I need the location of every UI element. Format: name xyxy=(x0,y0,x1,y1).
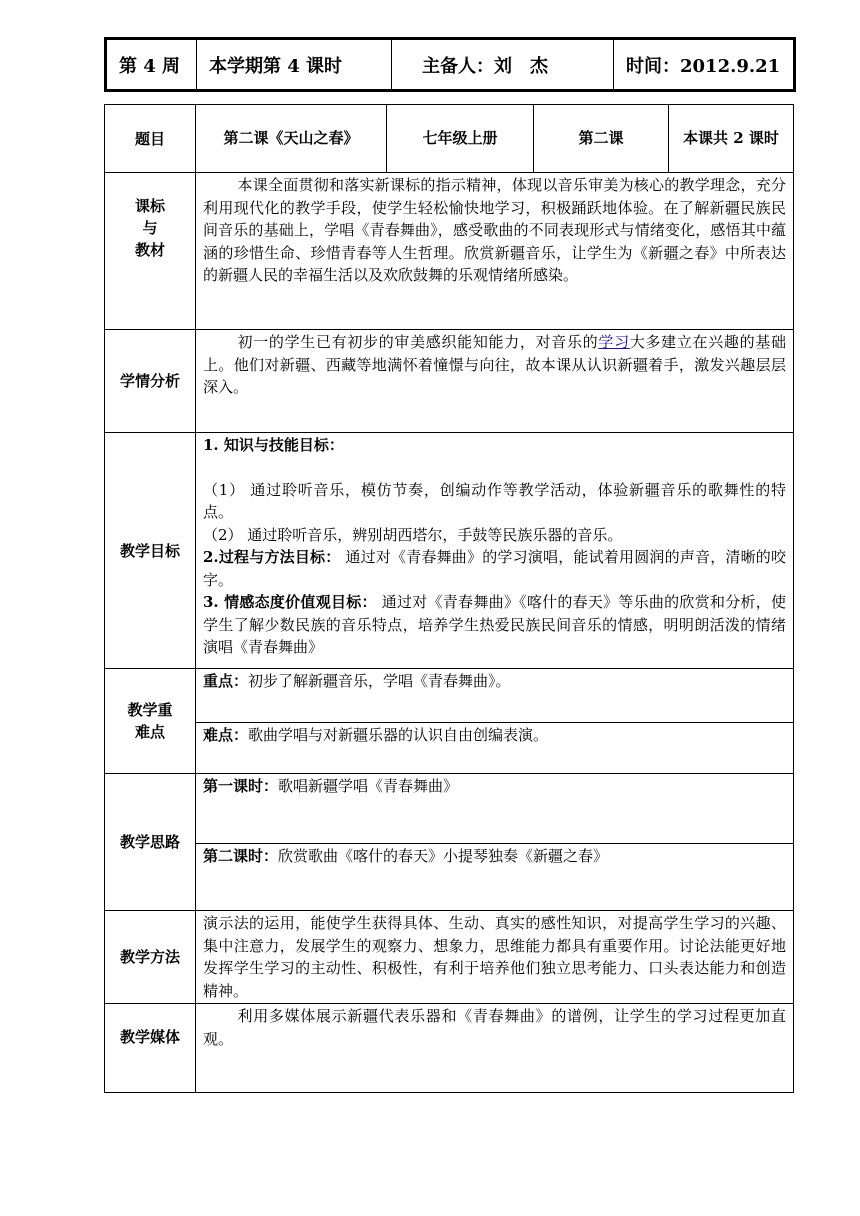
key-text: 初步了解新疆音乐，学唱《青春舞曲》。 xyxy=(248,672,511,690)
keypoint-row xyxy=(105,669,794,723)
lesson-title: 第二课《天山之春》 xyxy=(196,105,387,173)
grade-cell: 七年级上册 xyxy=(387,105,534,173)
method-text: 演示法的运用，能使学生获得具体、生动、真实的感性知识，对提高学生学习的兴趣、集中注意力，发展学生的观察力、想象力，思维能力都具有重要作用。讨论法能更好地发挥学生学习的主动性、积极性，有利于培养他们独立思考能力、口头表达能力和创造精神。 xyxy=(203,914,786,1000)
goal-3 xyxy=(203,591,786,659)
topic-row xyxy=(105,105,794,173)
media-content xyxy=(196,1004,794,1093)
standard-content xyxy=(196,173,794,330)
analysis-content xyxy=(196,330,794,433)
week-cell: 第 4 周 xyxy=(106,39,197,91)
lesson-plan-table xyxy=(104,104,794,1093)
lesson-1-title: 第一课时： xyxy=(203,777,279,795)
goal-1-item-2: （2） 通过聆听音乐，辨别胡西塔尔，手鼓等民族乐器的音乐。 xyxy=(203,525,623,544)
method-label: 教学方法 xyxy=(105,911,196,1004)
standard-label-line2: 与 xyxy=(142,219,158,237)
approach-lesson-2 xyxy=(196,844,794,911)
keypoints-label xyxy=(105,669,196,774)
time-cell: 时间：2012.9.21 xyxy=(614,39,795,91)
header-table xyxy=(104,37,796,92)
difficulty-title: 难点： xyxy=(203,726,249,744)
analysis-text-a: 初一的学生已有初步的审美感织能知能力，对音乐的 xyxy=(237,333,599,351)
chapter-cell: 第二课 xyxy=(534,105,669,173)
standard-label-line1: 课标 xyxy=(134,197,165,215)
standard-row xyxy=(105,173,794,330)
standard-label xyxy=(105,173,196,330)
goal-3-title: 3. 情感态度价值观目标： xyxy=(203,593,377,611)
standard-label-line3: 教材 xyxy=(134,241,165,259)
lesson-2-title: 第二课时： xyxy=(203,847,279,865)
approach-lesson-1 xyxy=(196,774,794,844)
media-label: 教学媒体 xyxy=(105,1004,196,1093)
analysis-paragraph xyxy=(203,331,786,399)
analysis-text-b: 大多建立在兴趣的基础上。他们对新疆、西藏等地满怀着憧憬与向往，故本课从认识新疆着手，激发兴趣层层深入。 xyxy=(203,333,786,396)
standard-text: 本课全面贯彻和落实新课标的指示精神，体现以音乐审美为核心的教学理念，充分利用现代化的教学手段，使学生轻松愉快地学习，积极踊跃地体验。在了解新疆民族民间音乐的基础上，学唱《青春舞曲》，感受歌曲的不同表现形式与情绪变化，感悟其中蕴涵的珍惜生命、珍惜青春等人生哲理。欣赏新疆音乐，让学生为《新疆之春》中所表达的新疆人民的幸福生活以及欢欣鼓舞的乐观情绪所感染。 xyxy=(203,176,786,284)
goals-row xyxy=(105,433,794,669)
goal-2-text: 通过对《青春舞曲》的学习演唱，能试着用圆润的声音，清晰的咬字。 xyxy=(203,548,786,589)
media-text: 利用多媒体展示新疆代表乐器和《青春舞曲》的谱例，让学生的学习过程更加直观。 xyxy=(203,1007,786,1048)
difficulty-content xyxy=(196,723,794,774)
goal-1-title: 1. 知识与技能目标： xyxy=(203,436,344,454)
goals-label: 教学目标 xyxy=(105,433,196,669)
approach-row-1 xyxy=(105,774,794,844)
goal-3-text: 通过对《青春舞曲》《喀什的春天》等乐曲的欣赏和分析，使学生了解少数民族的音乐特点，培养学生热爱民族民间音乐的情感，明明朗活泼的情绪演唱《青春舞曲》 xyxy=(203,593,786,656)
method-content xyxy=(196,911,794,1004)
keypoints-label-line2: 难点 xyxy=(134,723,165,741)
goal-2-title: 2.过程与方法目标： xyxy=(203,548,341,566)
preparer-cell: 主备人：刘 杰 xyxy=(392,39,614,91)
media-row xyxy=(105,1004,794,1093)
difficulty-row xyxy=(105,723,794,774)
hours-cell: 本课共 2 课时 xyxy=(669,105,794,173)
study-link[interactable]: 学习 xyxy=(598,333,630,351)
key-content xyxy=(196,669,794,723)
period-cell: 本学期第 4 课时 xyxy=(197,39,392,91)
key-title: 重点： xyxy=(203,672,249,690)
lesson-1-text: 歌唱新疆学唱《青春舞曲》 xyxy=(278,777,459,795)
analysis-label: 学情分析 xyxy=(105,330,196,433)
keypoints-label-line1: 教学重 xyxy=(127,701,173,719)
difficulty-text: 歌曲学唱与对新疆乐器的认识自由创编表演。 xyxy=(248,726,549,744)
goals-content xyxy=(196,433,794,669)
goal-1-item-1: （1） 通过聆听音乐，模仿节奏，创编动作等教学活动，体验新疆音乐的歌舞性的特点。 xyxy=(203,480,786,521)
analysis-row xyxy=(105,330,794,433)
lesson-2-text: 欣赏歌曲《喀什的春天》小提琴独奏《新疆之春》 xyxy=(278,847,609,865)
method-row xyxy=(105,911,794,1004)
goal-2 xyxy=(203,546,786,591)
topic-label: 题目 xyxy=(105,105,196,173)
approach-row-2 xyxy=(105,844,794,911)
approach-label: 教学思路 xyxy=(105,774,196,911)
